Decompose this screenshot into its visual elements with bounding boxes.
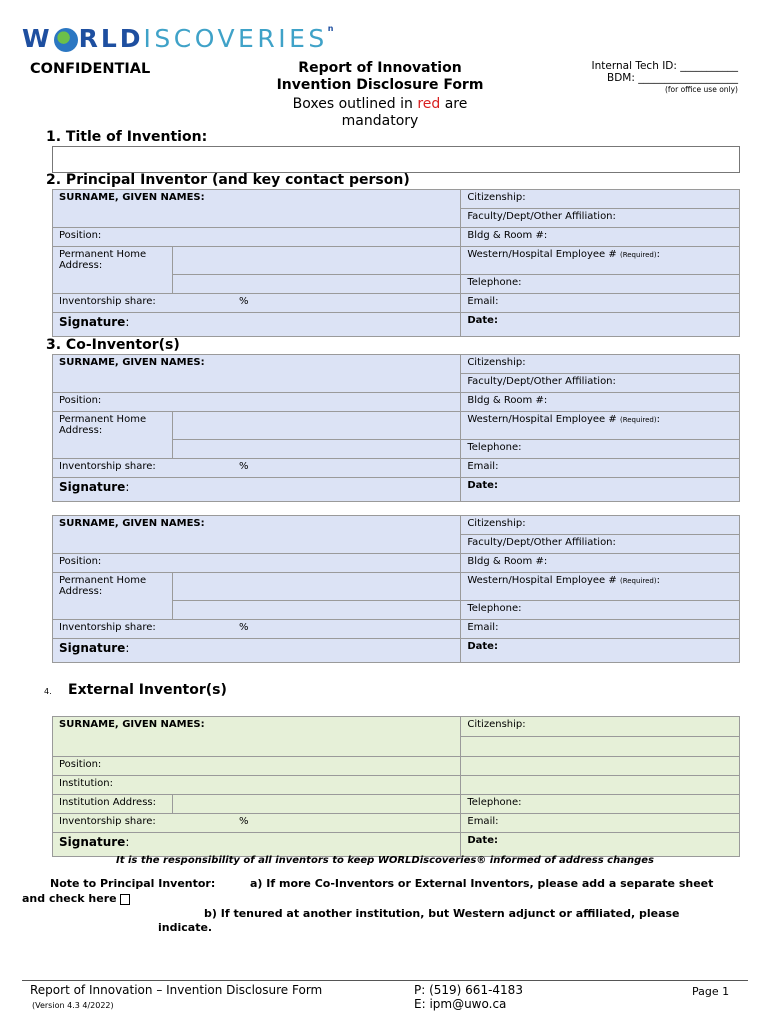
co1-surname-field[interactable]: SURNAME, GIVEN NAMES:	[53, 355, 461, 393]
co1-email-field[interactable]: Email:	[461, 459, 740, 478]
section-4-heading: External Inventor(s)	[68, 682, 227, 698]
additional-sheet-checkbox[interactable]	[120, 894, 130, 905]
ext-email-field[interactable]: Email:	[461, 814, 740, 833]
principal-inventor-table	[52, 189, 740, 337]
bdm-field: BDM: ___________________	[607, 72, 738, 84]
date-field[interactable]: Date:	[461, 313, 740, 337]
section-1-heading: 1. Title of Invention:	[46, 129, 208, 145]
logo-text: W RLDISCOVERIES$^n$	[22, 23, 337, 53]
co2-faculty-field[interactable]: Faculty/Dept/Other Affiliation:	[461, 535, 740, 554]
note-label: Note to Principal Inventor:	[50, 877, 216, 890]
ext-institution-address-field[interactable]	[172, 795, 460, 814]
ext-citizenship-value[interactable]	[461, 737, 740, 757]
ext-blank-1[interactable]	[461, 757, 740, 776]
footer-version: (Version 4.3 4/2022)	[32, 1001, 114, 1010]
form-title	[260, 60, 500, 94]
mandatory-note	[270, 96, 490, 130]
home-address-field-2[interactable]	[172, 275, 460, 294]
co1-faculty-field[interactable]: Faculty/Dept/Other Affiliation:	[461, 374, 740, 393]
co1-signature-field[interactable]: Signature:	[53, 478, 461, 502]
footer-email: E: ipm@uwo.ca	[414, 997, 507, 1011]
external-inventor-table	[52, 716, 740, 857]
faculty-field[interactable]: Faculty/Dept/Other Affiliation:	[461, 209, 740, 228]
co2-bldg-room-field[interactable]: Bldg & Room #:	[461, 554, 740, 573]
co2-inventorship-share-field[interactable]: Inventorship share: %	[53, 620, 461, 639]
section-4-number: 4.	[44, 687, 52, 696]
ext-surname-field[interactable]: SURNAME, GIVEN NAMES:	[53, 717, 461, 757]
citizenship-field[interactable]: Citizenship:	[461, 190, 740, 209]
note-a: a) If more Co-Inventors or External Inventors, please add a separate sheet	[250, 877, 714, 890]
home-address-field-1[interactable]	[172, 247, 460, 275]
co2-date-field[interactable]: Date:	[461, 639, 740, 663]
mandatory-note-red: red	[417, 96, 441, 112]
section-2-heading: 2. Principal Inventor (and key contact person)	[46, 172, 410, 188]
footer-divider	[22, 980, 748, 981]
co1-date-field[interactable]: Date:	[461, 478, 740, 502]
home-address-label: Permanent Home Address:	[53, 247, 173, 294]
title-of-invention-input[interactable]	[52, 146, 740, 173]
form-title-line2: Invention Disclosure Form	[276, 77, 484, 93]
co2-home-address-field-2[interactable]	[172, 601, 460, 620]
telephone-field[interactable]: Telephone:	[461, 275, 740, 294]
co1-employee-number-field[interactable]: Western/Hospital Employee # (Required):	[461, 412, 740, 440]
co-inventor-table-1	[52, 354, 740, 502]
co1-home-address-label: Permanent Home Address:	[53, 412, 173, 459]
ext-institution-address-label: Institution Address:	[53, 795, 173, 814]
co1-position-field[interactable]: Position:	[53, 393, 461, 412]
co1-citizenship-field[interactable]: Citizenship:	[461, 355, 740, 374]
globe-icon	[54, 28, 78, 52]
office-use-block	[560, 60, 738, 96]
note-a-check	[22, 892, 130, 905]
section-3-heading: 3. Co-Inventor(s)	[46, 337, 180, 353]
co2-telephone-field[interactable]: Telephone:	[461, 601, 740, 620]
co-inventor-table-2	[52, 515, 740, 663]
ext-inventorship-share-field[interactable]: Inventorship share: %	[53, 814, 461, 833]
footer-phone: P: (519) 661-4183	[414, 983, 523, 997]
ext-signature-field[interactable]: Signature:	[53, 833, 461, 857]
ext-blank-2[interactable]	[461, 776, 740, 795]
inventorship-share-field[interactable]: Inventorship share: %	[53, 294, 461, 313]
signature-field[interactable]: Signature:	[53, 313, 461, 337]
ext-position-field[interactable]: Position:	[53, 757, 461, 776]
mandatory-note-post: are mandatory	[341, 96, 468, 129]
footer-form-name: Report of Innovation – Invention Disclosure Form	[30, 983, 323, 997]
ext-institution-field[interactable]: Institution:	[53, 776, 461, 795]
co2-employee-number-field[interactable]: Western/Hospital Employee # (Required):	[461, 573, 740, 601]
surname-field[interactable]: SURNAME, GIVEN NAMES:	[53, 190, 461, 228]
co2-surname-field[interactable]: SURNAME, GIVEN NAMES:	[53, 516, 461, 554]
note-a-check-label: and check here	[22, 892, 117, 905]
mandatory-note-pre: Boxes outlined in	[292, 96, 418, 112]
co2-email-field[interactable]: Email:	[461, 620, 740, 639]
internal-tech-id: Internal Tech ID: ___________	[591, 60, 738, 72]
co2-position-field[interactable]: Position:	[53, 554, 461, 573]
co2-signature-field[interactable]: Signature:	[53, 639, 461, 663]
bldg-room-field[interactable]: Bldg & Room #:	[461, 228, 740, 247]
position-field[interactable]: Position:	[53, 228, 461, 247]
ext-date-field[interactable]: Date:	[461, 833, 740, 857]
worldiscoveries-logo	[22, 22, 336, 54]
co1-home-address-field-1[interactable]	[172, 412, 460, 440]
address-change-note: It is the responsibility of all inventors to keep WORLDiscoveries® informed of address changes	[116, 855, 654, 866]
footer-page-number: Page 1	[692, 985, 730, 998]
ext-citizenship-field[interactable]: Citizenship:	[461, 717, 740, 737]
co2-home-address-label: Permanent Home Address:	[53, 573, 173, 620]
co2-citizenship-field[interactable]: Citizenship:	[461, 516, 740, 535]
ext-telephone-field[interactable]: Telephone:	[461, 795, 740, 814]
email-field[interactable]: Email:	[461, 294, 740, 313]
note-b-cont: indicate.	[158, 921, 213, 934]
co1-home-address-field-2[interactable]	[172, 440, 460, 459]
co2-home-address-field-1[interactable]	[172, 573, 460, 601]
co1-bldg-room-field[interactable]: Bldg & Room #:	[461, 393, 740, 412]
confidential-label: CONFIDENTIAL	[30, 61, 151, 77]
co1-inventorship-share-field[interactable]: Inventorship share: %	[53, 459, 461, 478]
office-use-note: (for office use only)	[664, 85, 738, 94]
form-title-line1: Report of Innovation	[298, 60, 462, 76]
co1-telephone-field[interactable]: Telephone:	[461, 440, 740, 459]
note-b: b) If tenured at another institution, but Western adjunct or affiliated, please	[204, 907, 680, 920]
employee-number-field[interactable]: Western/Hospital Employee # (Required):	[461, 247, 740, 275]
